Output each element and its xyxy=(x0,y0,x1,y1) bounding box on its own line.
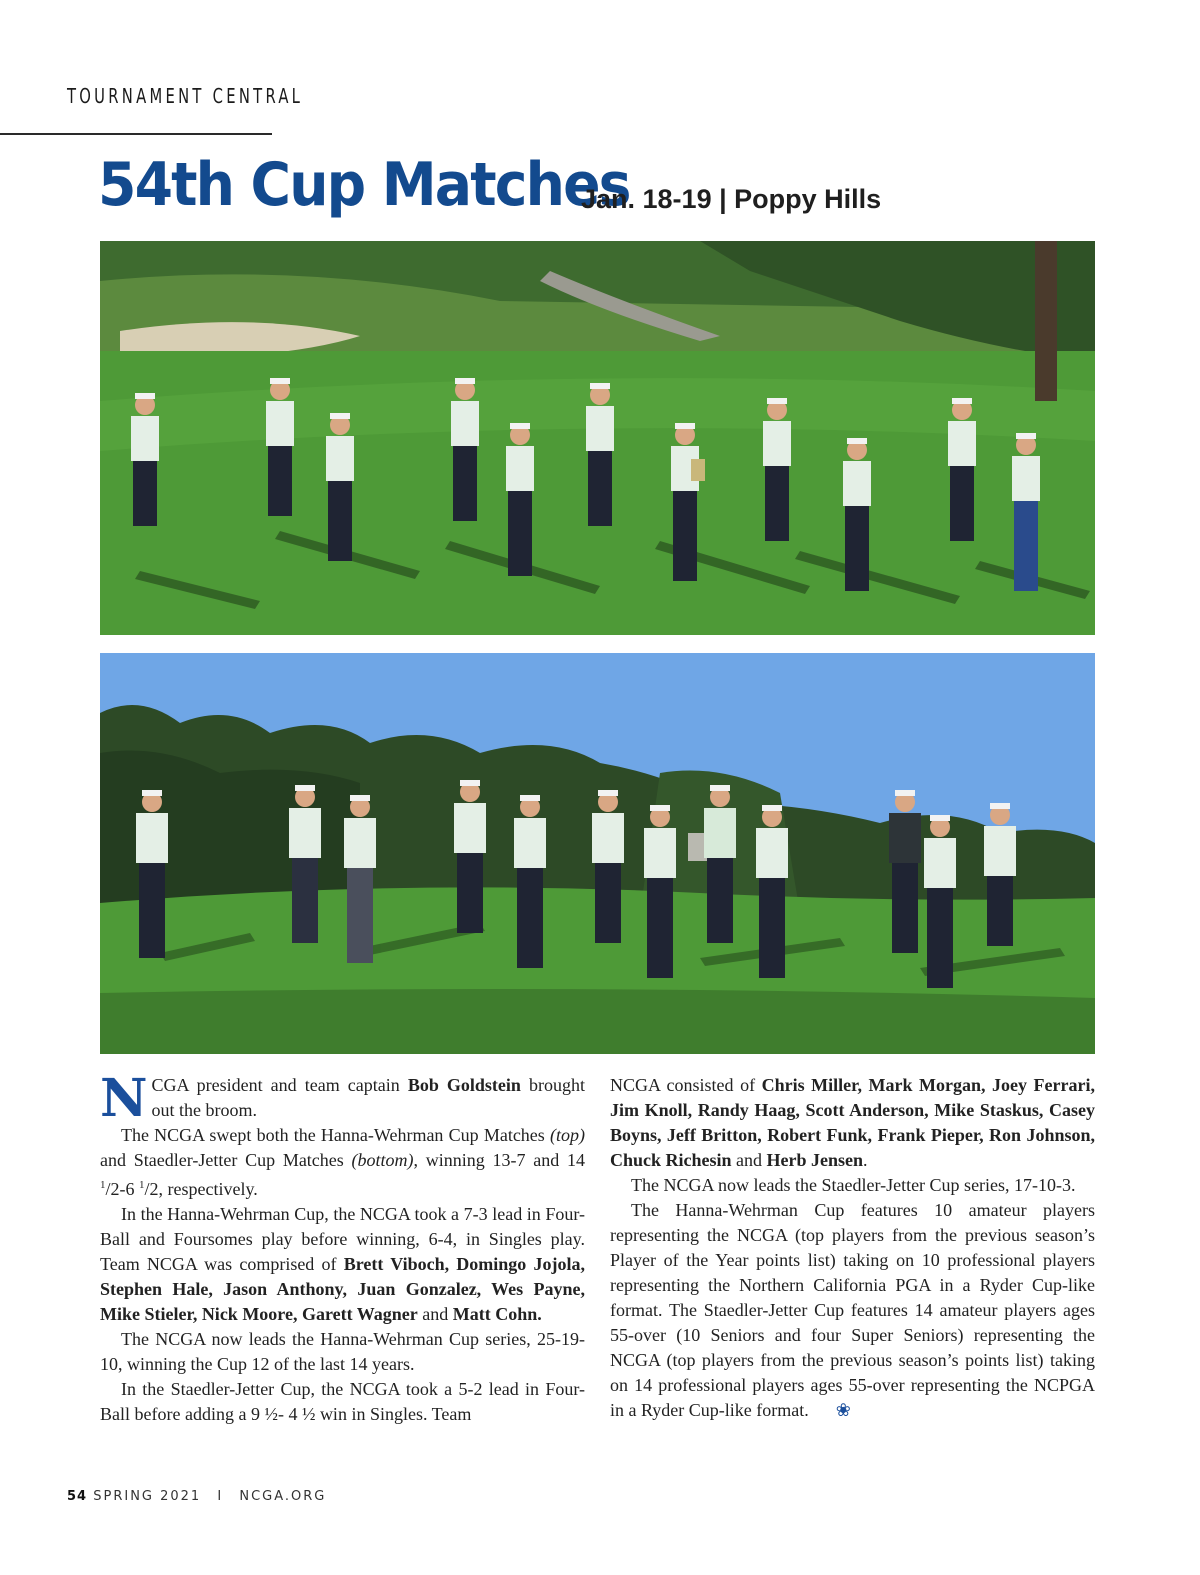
article-text: Brett Viboch, Domingo Jojola, Stephen Hale, Jason Anthony, Juan Gonzalez, Wes Payne, Mike Stieler, Nick Moore, Garett Wagner xyxy=(100,1254,585,1324)
article-text: /2, respectively. xyxy=(144,1179,258,1199)
article-text: In the Hanna-Wehrman Cup, the NCGA took a 7-3 lead in Four-Ball and Foursomes play before winning, 6-4, in Singles play. Team NCGA was comprised of xyxy=(100,1204,585,1274)
article-paragraph xyxy=(610,1073,1095,1173)
photo-bottom-image xyxy=(100,653,1095,1054)
page-number: 54 xyxy=(67,1489,88,1504)
article-text: NCGA consisted of xyxy=(610,1075,762,1095)
article-text: brought out the broom. xyxy=(151,1075,586,1120)
article-text: 1 xyxy=(100,1179,106,1191)
article-text: The NCGA now leads the Staedler-Jetter Cup series, 17-10-3. xyxy=(631,1175,1076,1195)
article-text: (bottom) xyxy=(351,1150,414,1170)
article-paragraph xyxy=(610,1198,1095,1423)
photo-top xyxy=(100,241,1095,635)
article-text: 1 xyxy=(139,1179,145,1191)
article-paragraph xyxy=(100,1327,585,1377)
article-text: CGA president and team captain xyxy=(151,1075,408,1095)
article-paragraph xyxy=(100,1068,586,1129)
article-column-left xyxy=(100,1068,586,1427)
article-text: and Staedler-Jetter Cup Matches xyxy=(100,1150,352,1170)
article-text: Matt Cohn. xyxy=(452,1304,542,1324)
photo-bottom xyxy=(100,653,1095,1054)
article-text: In the Staedler-Jetter Cup, the NCGA took a 5-2 lead in Four-Ball before adding a 9 ½- 4 ½ win in Singles. Team xyxy=(100,1379,585,1424)
site-label: NCGA.ORG xyxy=(239,1489,327,1504)
end-mark-icon: ❀ xyxy=(835,1400,851,1420)
article-text: (top) xyxy=(550,1125,585,1145)
page-subtitle: Jan. 18-19 | Poppy Hills xyxy=(581,184,882,214)
section-label: TOURNAMENT CENTRAL xyxy=(67,84,304,108)
photo-top-image xyxy=(100,241,1095,635)
article-column-right xyxy=(610,1073,1095,1423)
article-text: , winning 13-7 and 14 xyxy=(413,1150,586,1170)
article-text: The Hanna-Wehrman Cup features 10 amateur players representing the NCGA (top players from the previous season’s Player of the Year points list) taking on 10 professional players representing the Northern California PGA in a Ryder Cup-like format. The Staedler-Jetter Cup features 14 amateur players ages 55-over (10 Seniors and four Super Seniors) representing the NCGA (top players from the previous season’s points list) taking on 14 professional players ages 55-over representing the NCPGA in a Ryder Cup-like format. xyxy=(610,1200,1095,1420)
article-text: and xyxy=(731,1150,767,1170)
article-paragraph xyxy=(100,1377,585,1427)
article-paragraph xyxy=(100,1123,585,1202)
article-text: Chris Miller, Mark Morgan, Joey Ferrari, Jim Knoll, Randy Haag, Scott Anderson, Mike Staskus, Casey Boyns, Jeff Britton, Robert Funk, Frank Pieper, Ron Johnson, Chuck Richesin xyxy=(610,1075,1095,1170)
article-paragraph xyxy=(100,1202,585,1327)
page-title: 54th Cup Matches xyxy=(98,150,630,220)
article-text: and xyxy=(417,1304,453,1324)
article-text: . xyxy=(863,1150,868,1170)
section-rule xyxy=(0,133,272,135)
page-footer xyxy=(67,1489,326,1504)
article-text: Herb Jensen xyxy=(766,1150,864,1170)
article-paragraph xyxy=(610,1173,1095,1198)
drop-cap: N xyxy=(100,1068,148,1129)
article-text: The NCGA now leads the Hanna-Wehrman Cup series, 25-19-10, winning the Cup 12 of the last 14 years. xyxy=(100,1329,585,1374)
article-text: The NCGA swept both the Hanna-Wehrman Cup Matches xyxy=(121,1125,550,1145)
article-text: /2-6 xyxy=(105,1179,139,1199)
footer-separator: I xyxy=(217,1489,224,1504)
article-text: Bob Goldstein xyxy=(407,1075,521,1095)
issue-label: SPRING 2021 xyxy=(93,1489,202,1504)
